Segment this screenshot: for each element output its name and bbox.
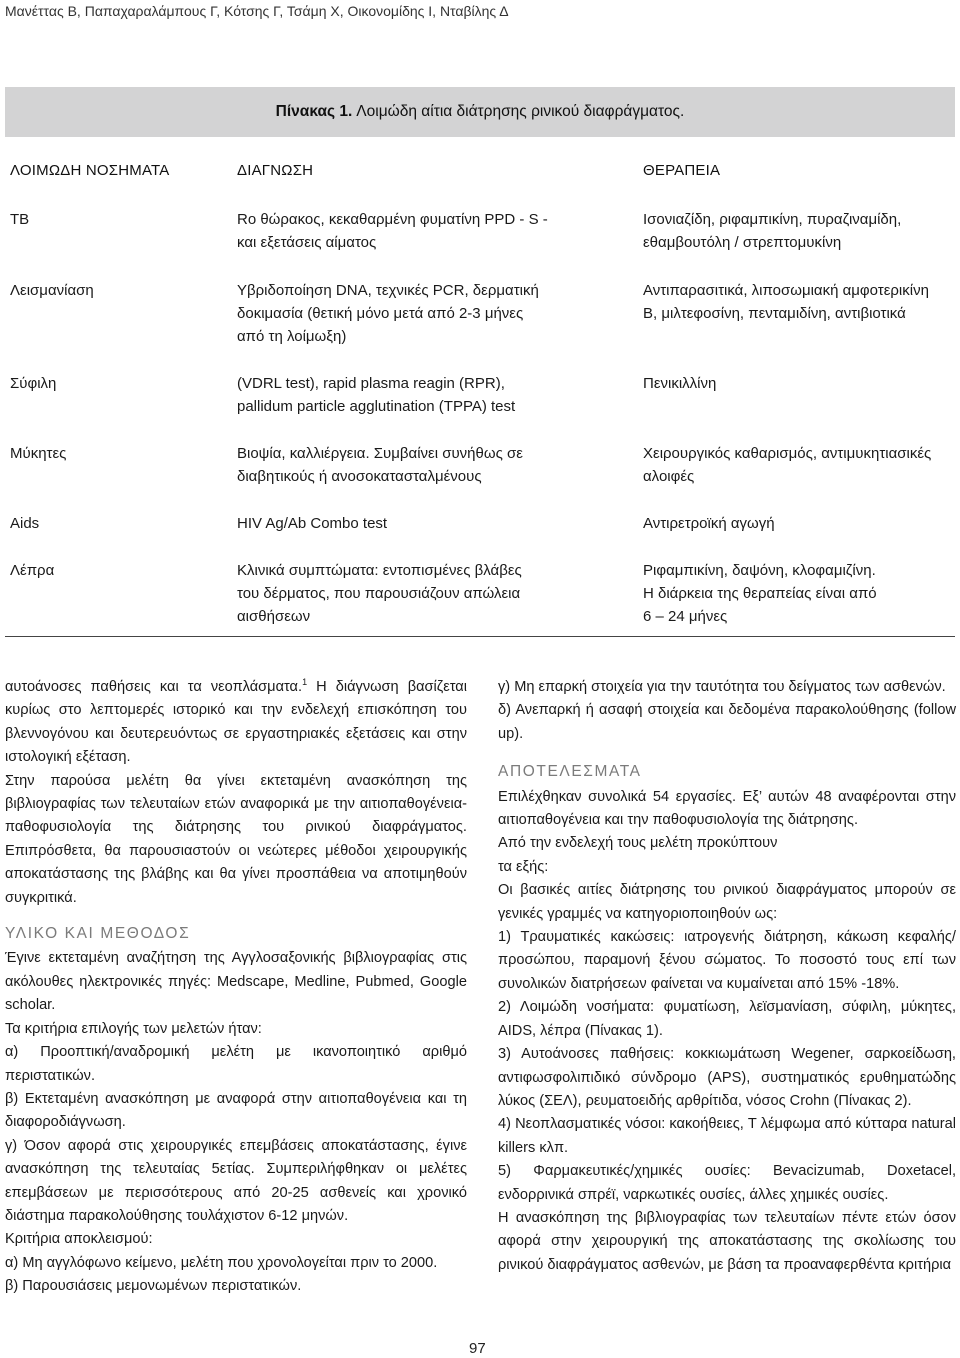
row-aids-therapy [643,512,960,535]
exclusion-criteria-heading: Κριτήρια αποκλεισμού: [5,1231,153,1248]
running-header-authors: Μανέττας Β, Παπαχαραλάμπους Γ, Κότσης Γ, Τσάμη Χ, Οικονομίδης Ι, Νταβίλης Δ [5,3,509,19]
results-paragraph-findings-b: τα εξής: [498,858,549,875]
diagnosis-line: από τη λοίμωξη) [237,328,347,345]
left-text-column [5,676,467,1299]
table-caption: Λοιμώδη αίτια διάτρησης ρινικού διαφράγματος. [356,103,685,120]
therapy-line: Αντιρετροϊκή αγωγή [643,515,775,532]
cause-item-3: 3) Αυτοάνοσες παθήσεις: κοκκιωμάτωση Wegener, σαρκοείδωση, αντιφωσφολιπιδικό σύνδρομο (APS), συστηματικός ερυθηματώδης λύκος (ΣΕΛ), ρευματοειδής αρθρίτιδα, νόσος Crohn (Πίνακας 2). [498,1046,956,1109]
column-header-diseases: ΛΟΙΜΩΔΗ ΝΟΣΗΜΑΤΑ [10,162,170,179]
page-number: 97 [469,1340,486,1357]
cause-item-5: 5) Φαρμακευτικές/χημικές ουσίες: Bevacizumab, Doxetacel, ενδορρινικά σπρέϊ, ναρκωτικές ουσίες, άλλες χημικές ουσίες. [498,1163,956,1203]
row-syphilis-diagnosis [237,372,607,418]
diagnosis-line: δοκιμασία (θετική μόνο μετά από 2-3 μήνες [237,305,524,322]
exclusion-criterion-d: δ) Ανεπαρκή ή ασαφή στοιχεία και δεδομένα παρακολούθησης (follow up). [498,702,956,742]
exclusion-criterion-a: α) Μη αγγλόφωνο κείμενο, μελέτη που χρονολογείται πριν το 2000. [5,1254,438,1271]
therapy-line: εθαμβουτόλη / στρεπτομυκίνη [643,234,842,251]
row-aids-diagnosis [237,512,607,535]
methods-search-paragraph: Έγινε εκτεταμένη αναζήτηση της Αγγλοσαξονικής βιβλιογραφίας στις ακόλουθες ηλεκτρονικές πηγές: Medscape, Medline, Pubmed, Google scholar. [5,950,467,1014]
exclusion-criterion-c: γ) Μη επαρκή στοιχεία για την ταυτότητα του δείγματος των ασθενών. [498,679,946,695]
row-syphilis-therapy [643,372,960,395]
therapy-line: αλοιφές [643,468,695,485]
row-fungi-therapy [643,442,960,488]
intro-paragraph [5,676,467,770]
diagnosis-line: pallidum particle agglutination (TPPA) test [237,398,516,415]
exclusion-criterion-b: β) Παρουσιάσεις μεμονωμένων περιστατικών. [5,1278,302,1295]
methods-heading: ΥΛΙΚΟ ΚΑΙ ΜΕΘΟΔΟΣ [5,925,191,943]
intro-text-end: Η διάγνωση βασίζεται κυρίως στο λεπτομερές ιστορικό και την ενδελεχή επισκόπηση του βλεννογόνου και δευτερευόντως σε εργαστηριακές εξετάσεις και στην ιστολογική εξέταση. [5,679,467,766]
review-closing-paragraph: Η ανασκόπηση της βιβλιογραφίας των τελευταίων πέντε ετών όσον αφορά στην χειρουργική της αποκατάστασης της σκολίωσης του ρινικού διαφράγματος ασθενών, με βάση τα προαναφερθέντα κριτήρια [498,1209,956,1273]
row-tb-therapy [643,208,960,254]
right-text-column [498,676,956,1277]
column-header-therapy: ΘΕΡΑΠΕΙΑ [643,162,721,179]
inclusion-criterion-a: α) Προοπτική/αναδρομική μελέτη με ικανοποιητικό αριθμό περιστατικών. [5,1044,467,1084]
diagnosis-line: και εξετάσεις αίματος [237,234,377,251]
therapy-line: Χειρουργικός καθαρισμός, αντιμυκητιασικές [643,445,932,462]
table-title [5,87,955,137]
row-leishmaniasis-disease: Λεισμανίαση [10,282,94,299]
row-leprosy-diagnosis [237,559,607,628]
row-aids-disease: Aids [10,515,40,532]
diagnosis-line: Υβριδοποίηση DNA, τεχνικές PCR, δερματική [237,282,539,299]
diagnosis-line: Βιοψία, καλλιέργεια. Συμβαίνει συνήθως σε [237,445,523,462]
cause-item-2: 2) Λοιμώδη νοσήματα: φυματίωση, λεϊσμανίαση, σύφιλη, μύκητες, AIDS, λέπρα (Πίνακας 1). [498,999,956,1039]
diagnosis-line: αισθήσεων [237,608,311,625]
row-leishmaniasis-therapy [643,279,960,325]
row-syphilis-disease: Σύφιλη [10,375,57,392]
intro-text-start: αυτοάνοσες παθήσεις και τα νεοπλάσματα. [5,679,303,695]
results-paragraph-selection: Επιλέχθηκαν συνολικά 54 εργασίες. Εξ’ αυτών 48 αναφέρονται στην αιτιοπαθογένεια και την παθοφυσιολογία της διάτρησης. [498,788,956,829]
row-leishmaniasis-diagnosis [237,279,607,348]
results-paragraph-findings-a: Από την ενδελεχή τους μελέτη προκύπτουν [498,835,778,852]
row-fungi-disease: Μύκητες [10,445,67,462]
diagnosis-line: Κλινικά συμπτώματα: εντοπισμένες βλάβες [237,562,522,579]
therapy-line: Ριφαμπικίνη, δαψόνη, κλοφαμιζίνη. [643,562,876,579]
cause-item-4: 4) Νεοπλασματικές νόσοι: κακοήθειες, T λέμφωμα από κύτταρα natural killers κλπ. [498,1116,956,1156]
diagnosis-line: του δέρματος, που παρουσιάζουν απώλεια [237,585,521,602]
inclusion-criterion-c: γ) Όσον αφορά στις χειρουργικές επεμβάσεις αποκατάστασης, έγινε ανασκόπηση της τελευταίας 5ετίας. Συμπεριλήφθηκαν οι μελέτες επεμβάσεων με περισσότερους από 20-25 ασθενείς και χρονικό διάστημα παρακολούθησης τουλάχιστον 6-12 μηνών. [5,1137,467,1224]
inclusion-criterion-b: β) Εκτεταμένη ανασκόπηση με αναφορά στην αιτιοπαθογένεια και τη διαφοροδιάγνωση. [5,1090,467,1131]
therapy-line: Αντιπαρασιτικά, λιποσωμιακή αμφοτερικίνη [643,282,929,299]
row-tb-disease: TB [10,211,30,228]
row-leprosy-disease: Λέπρα [10,562,55,579]
column-header-diagnosis: ΔΙΑΓΝΩΣΗ [237,162,314,179]
diagnosis-line: HIV Ag/Ab Combo test [237,515,388,532]
diagnosis-line: (VDRL test), rapid plasma reagin (RPR), [237,375,505,392]
cause-item-1: 1) Τραυματικές κακώσεις: ιατρογενής διάτρηση, κάκωση κεφαλής/προσώπου, παραμονή ξένου σώματος. Το ποσοστό τους επί των συνολικών διατρήσεων φαίνεται να κυμαίνεται από 15% -18%. [498,929,956,992]
results-paragraph-categories: Οι βασικές αιτίες διάτρησης του ρινικού διαφράγματος μπορούν σε γενικές γραμμές να κατηγοριοποιηθούν ως: [498,882,956,922]
therapy-line: 6 – 24 μήνες [643,608,728,625]
table-bottom-rule [5,636,955,637]
diagnosis-line: Ro θώρακος, κεκαθαρμένη φυματίνη PPD - S - [237,211,548,228]
therapy-line: Ισονιαζίδη, ριφαμπικίνη, πυραζιναμίδη, [643,211,902,228]
inclusion-criteria-intro: Τα κριτήρια επιλογής των μελετών ήταν: [5,1020,262,1037]
study-aim-paragraph: Στην παρούσα μελέτη θα γίνει εκτεταμένη ανασκόπηση της βιβλιογραφίας των τελευταίων ετών αναφορικά με την αιτιοπαθογένεια-παθοφυσιολογία της διάτρησης του ρινικού διαφράγματος. Επιπρόσθετα, θα παρουσιαστούν οι νεώτερες μέθοδοι χειρουργικής αποκατάστασης της βλάβης και θα γίνει προσπάθεια να αποτιμηθούν συγκριτικά. [5,772,467,906]
diagnosis-line: διαβητικούς ή ανοσοκατασταλμένους [237,468,482,485]
table-label: Πίνακας 1. [275,103,353,120]
row-fungi-diagnosis [237,442,607,488]
therapy-line: Πενικιλλίνη [643,375,717,392]
therapy-line: B, μιλτεφοσίνη, πενταμιδίνη, αντιβιοτικά [643,305,906,322]
results-heading: ΑΠΟΤΕΛΕΣΜΑΤΑ [498,763,642,781]
row-leprosy-therapy [643,559,960,628]
therapy-line: Η διάρκεια της θεραπείας είναι από [643,585,877,602]
citation-superscript: 1 [302,677,308,688]
row-tb-diagnosis [237,208,607,254]
